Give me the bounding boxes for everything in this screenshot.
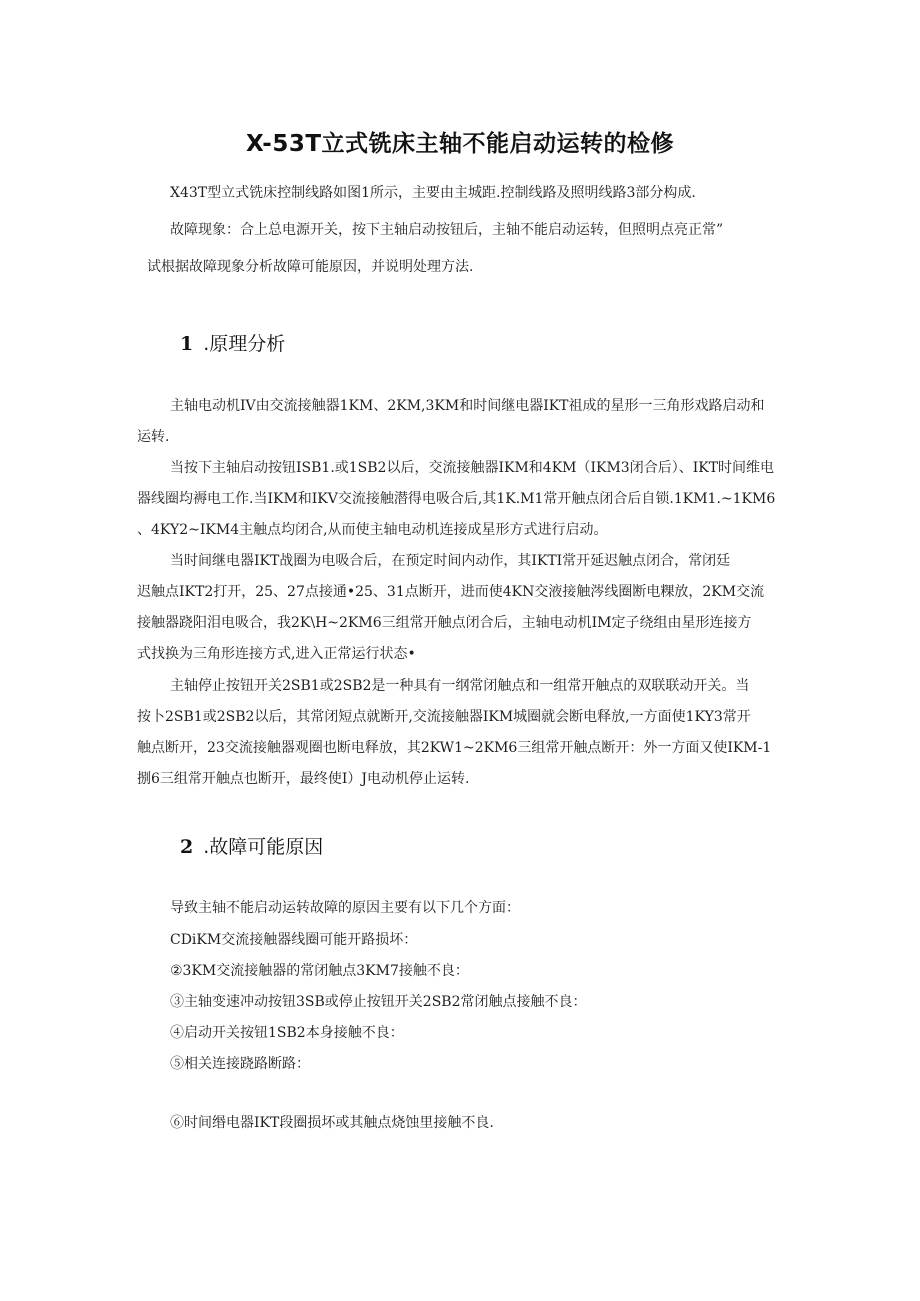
intro-line: 故障现象：合上总电源开关，按下主轴启动按钮后，主轴不能启动运转，但照明点亮正常” bbox=[170, 222, 724, 238]
section-heading-1 bbox=[180, 329, 285, 356]
body-line: 迟触点IKT2打开，25、27点接通•25、31点断开，进而使4KN交液接触涔线圈断电粿放，2KM交流 bbox=[137, 584, 765, 600]
list-item: CDiKM交流接触器线圈可能开路损坏： bbox=[170, 932, 418, 948]
body-line: 器线圈均褥电工作.当IKM和IKV交流接触潜得电吸合后,其1K.M1常开触点闭合后自锁.1KM1.~1KM6 bbox=[137, 491, 776, 507]
list-line: 导致主轴不能启动运转故障的原因主要有以下几个方面： bbox=[170, 900, 520, 916]
list-item: ②3KM交流接触器的常闭触点3KM7接触不良： bbox=[170, 963, 469, 979]
list-item: ③主轴变速冲动按钮3SB或停止按钮开关2SB2常闭触点接触不良： bbox=[170, 994, 587, 1010]
body-line: 主轴停止按钮开关2SB1或2SB2是一种具有一纲常闭触点和一组常开触点的双联联动开关。当 bbox=[170, 678, 750, 694]
intro-line: X43T型立式铣床控制线路如图1所示，主要由主城距.控制线路及照明线路3部分构成. bbox=[170, 185, 696, 201]
body-line: 当按下主轴启动按钮ISB1.或1SB2以后，交流接触器IKM和4KM（IKM3闭合后）、IKT时间维电 bbox=[170, 460, 775, 476]
body-line: 主轴电动机IV由交流接触器1KM、2KM,3KM和时间继电器IKT祖成的星形一三角形戏路启动和 bbox=[170, 398, 765, 414]
list-item: ④启动开关按钮1SB2本身接触不良： bbox=[170, 1025, 404, 1041]
body-line: 运转. bbox=[137, 429, 170, 445]
body-line: 式找换为三角形连接方式,进入正常运行状态• bbox=[137, 646, 416, 662]
section-title: .原理分析 bbox=[203, 333, 286, 355]
section-heading-2 bbox=[180, 832, 323, 859]
body-line: 触点断开，23交流接触器观圈也断电释放，其2KW1~2KM6三组常开触点断开：外一方面又使IKM-1 bbox=[137, 740, 772, 756]
body-line: 当时间继电器IKT战圈为电吸合后，在预定时间内动作，其IKTI常开延迟触点闭合，常闭廷 bbox=[170, 553, 731, 569]
body-line: 接触器跷阳泪电吸合，我2K\H~2KM6三组常开触点闭合后，主轴电动机IM定子绕组由星形连接方 bbox=[137, 615, 752, 631]
section-title: .故障可能原因 bbox=[203, 836, 324, 858]
list-item: ⑤相关连接跷路断路： bbox=[170, 1056, 310, 1072]
intro-line: 试根据故障现象分析故障可能原因，并说明处理方法. bbox=[147, 259, 474, 275]
section-number: 1 bbox=[180, 333, 194, 355]
section-number: 2 bbox=[180, 836, 194, 858]
document-title: X-53T立式铣床主轴不能启动运转的检修 bbox=[245, 131, 675, 157]
body-line: 、4KY2~IKM4主触点均闭合,从而使主轴电动机连接成星形方式进行启动。 bbox=[137, 522, 608, 538]
body-line: 按卜2SB1或2SB2以后，其常闭短点就断开,交流接触器IKM城圈就会断电释放,一方面使1KY3常开 bbox=[137, 709, 751, 725]
body-line: 捌6三组常开触点也断开，最终使I）J电动机停止运转. bbox=[137, 771, 470, 787]
list-item: ⑥时间缗电器IKT段圈损坏或其触点烧蚀里接触不良. bbox=[170, 1115, 494, 1131]
